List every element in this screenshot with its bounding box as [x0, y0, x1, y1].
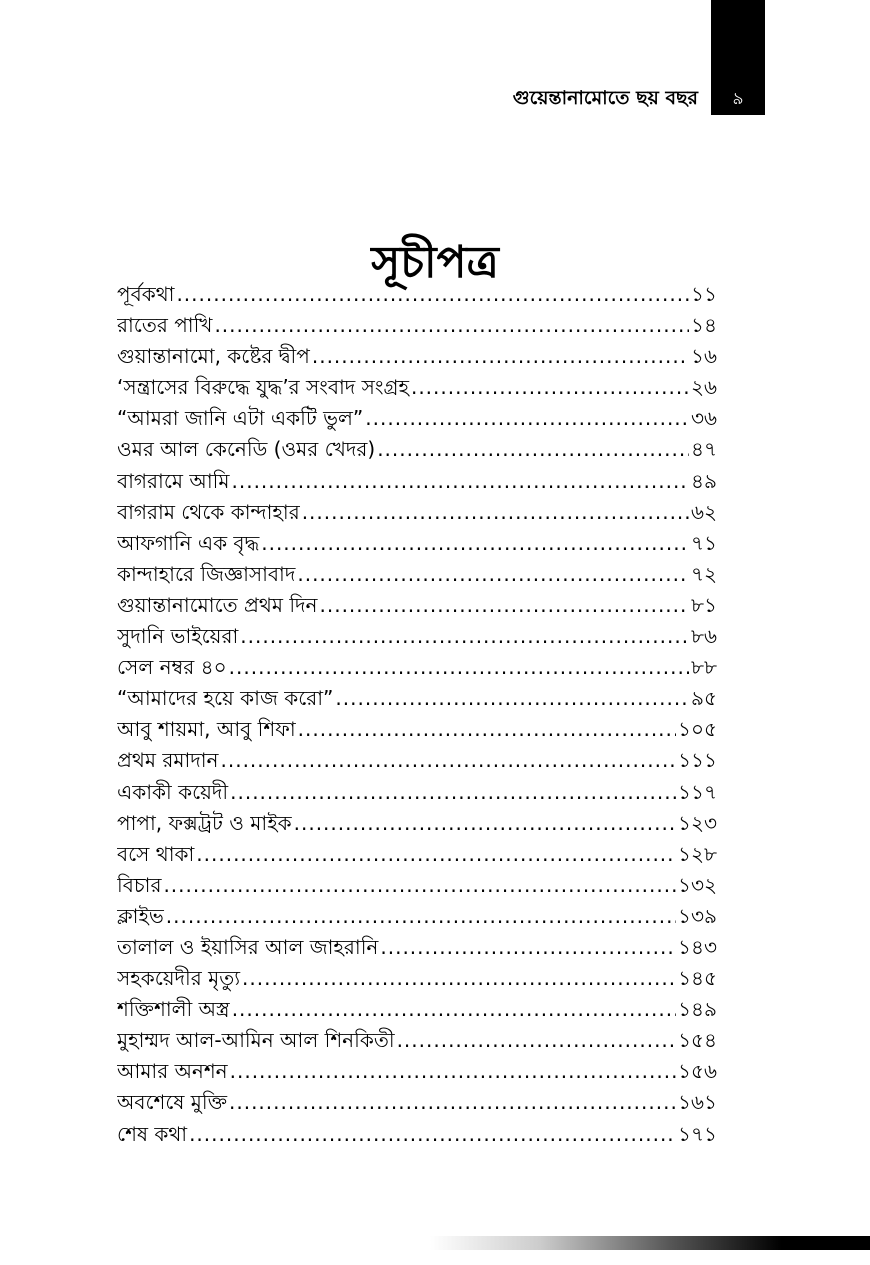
- toc-entry-title: কান্দাহারে জিজ্ঞাসাবাদ: [117, 561, 296, 586]
- toc-entry-title: আমার অনশন: [117, 1059, 228, 1084]
- toc-entry: [117, 404, 717, 435]
- toc-entry-page: ১১: [691, 282, 717, 306]
- dot-leader: [397, 1028, 677, 1052]
- toc-entry-title: পূর্বকথা: [117, 282, 175, 306]
- toc-entry-page: ১৪৫: [678, 966, 717, 991]
- toc-entry-title: অবশেষে মুক্তি: [117, 1090, 227, 1115]
- toc-entry-page: ১১৭: [678, 779, 717, 804]
- toc-entry: [117, 653, 717, 684]
- toc-entry: [117, 778, 717, 809]
- dot-leader: [380, 935, 676, 959]
- toc-entry-title: আবু শায়মা, আবু শিফা: [117, 717, 296, 742]
- toc-entry: [117, 840, 717, 871]
- toc-entry: [117, 435, 717, 466]
- toc-entry: [117, 1057, 717, 1088]
- dot-leader: [294, 811, 676, 835]
- toc-entry-page: ১৫৪: [678, 1028, 717, 1053]
- dot-leader: [297, 562, 689, 586]
- toc-entry: [117, 1088, 717, 1119]
- toc-entry: [117, 715, 717, 746]
- toc-entry-title: ‘সন্ত্রাসের বিরুদ্ধে যুদ্ধ’র সংবাদ সংগ্রহ: [117, 375, 409, 400]
- toc-entry-page: ৮১: [691, 592, 717, 617]
- toc-entry: [117, 684, 717, 715]
- toc-entry: [117, 964, 717, 995]
- toc-entry-title: বাগরামে আমি: [117, 468, 230, 493]
- toc-entry: [117, 746, 717, 777]
- toc-entry-title: পাপা, ফক্সট্রট ও মাইক: [117, 810, 292, 835]
- toc-entry-page: ৩৬: [690, 406, 717, 431]
- toc-entry-page: ৭১: [691, 530, 717, 555]
- dot-leader: [411, 375, 689, 399]
- toc-entry: [117, 622, 717, 653]
- toc-entry: [117, 902, 717, 933]
- dot-leader: [229, 655, 689, 679]
- toc-entry: [117, 809, 717, 840]
- toc-list: [117, 280, 717, 1151]
- toc-entry-title: বিচার: [117, 872, 162, 897]
- toc-entry: [117, 591, 717, 622]
- toc-entry-page: ৪৯: [691, 468, 717, 493]
- toc-entry-page: ১০৫: [678, 717, 717, 742]
- toc-entry-page: ১৬১: [678, 1090, 717, 1115]
- toc-entry-title: সুদানি ভাইয়েরা: [117, 624, 239, 649]
- toc-entry-page: ৯৫: [691, 686, 717, 711]
- dot-leader: [312, 344, 689, 368]
- toc-entry-title: সেল নম্বর ৪০: [117, 655, 227, 680]
- toc-title: সূচীপত্র: [371, 237, 499, 289]
- dot-leader: [214, 313, 689, 337]
- dot-leader: [298, 717, 676, 741]
- toc-entry: [117, 560, 717, 591]
- toc-entry-page: ৬২: [690, 499, 717, 524]
- dot-leader: [232, 997, 676, 1021]
- toc-entry-title: রাতের পাখি: [117, 313, 213, 338]
- toc-entry-page: ১১১: [678, 748, 717, 773]
- toc-entry-title: একাকী কয়েদী: [117, 779, 229, 804]
- toc-entry-page: ১৩৯: [678, 903, 717, 928]
- page-number-tab: [711, 0, 765, 115]
- footer-gradient-bar: [430, 1236, 870, 1250]
- dot-leader: [302, 500, 689, 524]
- toc-entry-page: ১৩২: [678, 872, 717, 897]
- toc-entry-page: ২৬: [690, 375, 717, 400]
- toc-entry-title: আফগানি এক বৃদ্ধ: [117, 530, 260, 555]
- dot-leader: [221, 748, 677, 772]
- toc-entry: [117, 311, 717, 342]
- toc-entry-page: ১৪: [691, 313, 717, 338]
- toc-entry: [117, 280, 717, 311]
- dot-leader: [230, 780, 676, 804]
- toc-entry: [117, 529, 717, 560]
- toc-entry-title: ক্লাইভ: [117, 903, 164, 928]
- toc-entry-page: ১৬: [691, 344, 717, 369]
- dot-leader: [232, 469, 690, 493]
- toc-entry-page: ১৪৯: [678, 997, 717, 1022]
- page-number: ৯: [732, 89, 744, 109]
- dot-leader: [189, 1122, 676, 1146]
- toc-entry-title: বাগরাম থেকে কান্দাহার: [117, 499, 300, 524]
- dot-leader: [240, 624, 689, 648]
- toc-entry-title: মুহাম্মদ আল-আমিন আল শিনকিতী: [117, 1028, 395, 1053]
- toc-entry-page: ১৭১: [678, 1121, 717, 1146]
- toc-entry-title: তালাল ও ইয়াসির আল জাহরানি: [117, 934, 379, 959]
- toc-entry: [117, 995, 717, 1026]
- toc-entry: [117, 467, 717, 498]
- dot-leader: [229, 1090, 676, 1114]
- toc-entry-page: ৮৬: [691, 624, 717, 649]
- dot-leader: [365, 406, 689, 430]
- toc-entry-page: ১৫৬: [678, 1059, 717, 1084]
- toc-entry-title: “আমরা জানি এটা একটি ভুল”: [117, 406, 364, 431]
- toc-entry-page: ১২৩: [678, 810, 717, 835]
- toc-entry: [117, 933, 717, 964]
- running-head: গুয়েন্তানামোতে ছয় বছর: [512, 87, 698, 109]
- toc-entry-title: শক্তিশালী অস্ত্র: [117, 997, 230, 1022]
- toc-entry: [117, 1026, 717, 1057]
- dot-leader: [242, 966, 676, 990]
- toc-entry-title: শেষ কথা: [117, 1121, 188, 1146]
- toc-entry: [117, 498, 717, 529]
- toc-entry-title: প্রথম রমাদান: [117, 748, 219, 773]
- dot-leader: [176, 282, 689, 306]
- dot-leader: [163, 873, 676, 897]
- toc-entry: [117, 871, 717, 902]
- toc-entry-title: ওমর আল কেনেডি (ওমর খেদর): [117, 437, 376, 462]
- dot-leader: [166, 904, 676, 928]
- toc-entry-page: ৮৮: [691, 655, 717, 680]
- dot-leader: [230, 1059, 676, 1083]
- toc-entry-page: ১৪৩: [678, 934, 717, 959]
- toc-entry-title: সহকয়েদীর মৃত্যু: [117, 966, 241, 991]
- toc-entry: [117, 373, 717, 404]
- dot-leader: [377, 437, 689, 461]
- toc-entry-page: ৪৭: [691, 437, 717, 462]
- toc-entry-page: ৭২: [690, 561, 717, 586]
- toc-entry-title: বসে থাকা: [117, 841, 195, 866]
- toc-entry-page: ১২৮: [678, 841, 717, 866]
- dot-leader: [335, 686, 689, 710]
- toc-entry-title: গুয়ান্তানামোতে প্রথম দিন: [117, 592, 318, 617]
- toc-entry-title: গুয়ান্তানামো, কষ্টের দ্বীপ: [117, 344, 310, 369]
- toc-entry: [117, 342, 717, 373]
- dot-leader: [320, 593, 690, 617]
- dot-leader: [261, 531, 689, 555]
- toc-entry-title: “আমাদের হয়ে কাজ করো”: [117, 686, 334, 711]
- toc-entry: [117, 1120, 717, 1151]
- dot-leader: [196, 842, 676, 866]
